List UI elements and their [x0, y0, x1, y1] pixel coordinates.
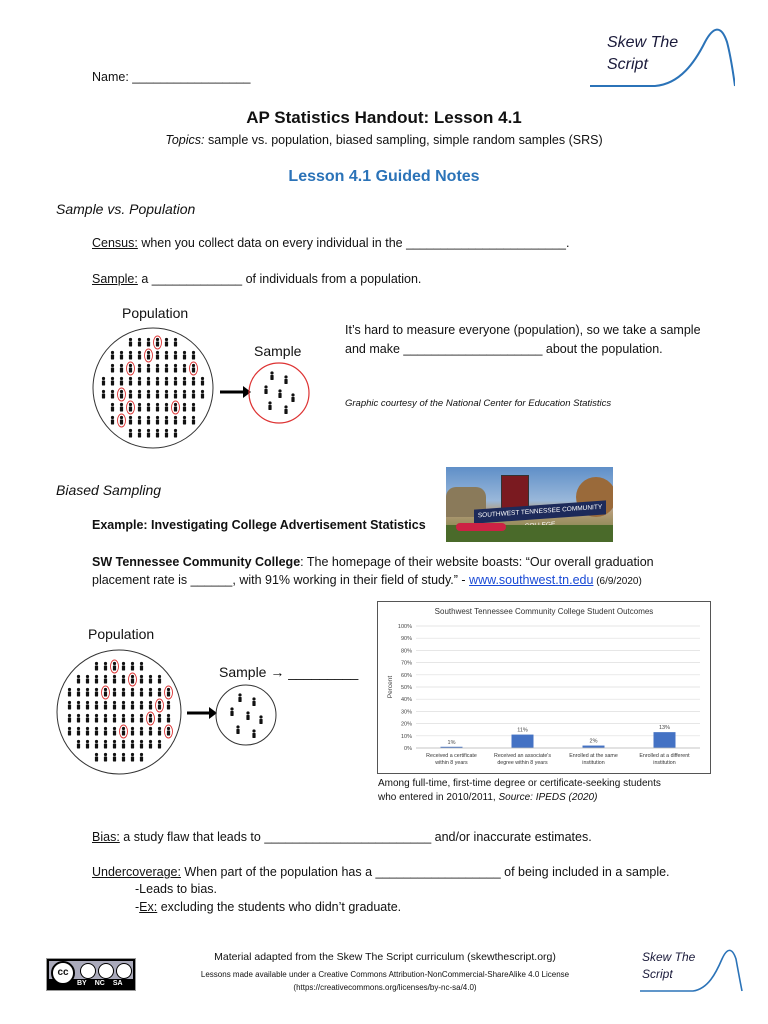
topics-label: Topics: — [165, 133, 205, 147]
chart-caption-source: Source: IPEDS (2020) — [498, 792, 598, 803]
chart-y-tick-label: 50% — [400, 685, 412, 691]
cc-label-nc: NC — [94, 980, 105, 987]
chart-y-tick-label: 10% — [400, 733, 412, 740]
logo-line2: Script — [607, 56, 648, 73]
census-definition — [92, 236, 569, 250]
chart-y-tick-label: 90% — [400, 636, 412, 643]
chart-category-label: Enrolled at a different — [639, 753, 690, 759]
bias-term: Bias: — [92, 830, 120, 844]
sample-text: a _____________ of individuals from a population. — [137, 272, 422, 286]
figure1-sample-label: Sample — [254, 343, 302, 359]
chart-category-label: degree within 8 years — [497, 760, 548, 766]
undercoverage-term: Undercoverage: — [92, 865, 181, 879]
college-claim-text1: : The homepage of their website boasts: “Our overall graduation — [300, 555, 654, 569]
sample-people-icons — [230, 693, 262, 738]
college-website-link[interactable]: www.southwest.tn.edu — [469, 573, 594, 587]
sharealike-icon — [116, 963, 132, 979]
college-name: SW Tennessee Community College — [92, 555, 301, 569]
chart-category-label: Received a certificate — [426, 753, 477, 759]
chart-y-tick-label: 60% — [400, 672, 412, 679]
topics-line — [0, 133, 768, 147]
chart-caption-line2: who entered in 2010/2011, — [378, 792, 499, 803]
claim-date: (6/9/2020) — [593, 576, 642, 587]
biased-sample-diagram — [54, 645, 294, 780]
census-text: when you collect data on every individual in the _______________________. — [137, 236, 570, 250]
population-people-icons — [68, 660, 173, 762]
skew-the-script-logo — [585, 22, 735, 92]
logo-line1: Skew The — [607, 34, 679, 51]
undercoverage-example: -Ex: excluding the students who didn’t graduate. — [135, 900, 402, 914]
cc-label-sa: SA — [112, 980, 123, 987]
chart-y-tick-label: 20% — [400, 721, 412, 728]
noncommercial-icon — [98, 963, 114, 979]
chart-category-label: within 8 years — [435, 760, 468, 766]
section-heading-sample-vs-population: Sample vs. Population — [56, 201, 196, 217]
page-title: AP Statistics Handout: Lesson 4.1 — [246, 108, 522, 127]
chart-bar — [512, 735, 534, 748]
undercoverage-definition — [92, 865, 670, 879]
figure1-population-label: Population — [122, 305, 189, 321]
sample-definition — [92, 272, 421, 286]
bias-text: a study flaw that leads to ________________________ and/or inaccurate estimates. — [119, 830, 592, 844]
college-sign-photo — [446, 467, 613, 542]
chart-bar — [654, 732, 676, 748]
outcomes-chart-frame — [377, 601, 711, 774]
undercoverage-bullet1: -Leads to bias. — [135, 882, 217, 896]
sign-text: SOUTHWEST TENNESSEE COMMUNITY — [474, 500, 606, 523]
name-line: Name: _________________ — [92, 70, 251, 84]
undercoverage-text: When part of the population has a __________________ of being included in a sample. — [180, 865, 670, 879]
chart-data-label: 13% — [658, 725, 671, 732]
graphic-credit: Graphic courtesy of the National Center for Education Statistics — [345, 398, 612, 409]
chart-caption — [378, 777, 661, 805]
chart-category-label: institution — [653, 760, 676, 766]
census-term: Census: — [92, 236, 138, 250]
population-people-icons — [102, 336, 204, 438]
population-sample-diagram — [88, 325, 328, 455]
sample-term: Sample: — [92, 272, 138, 286]
chart-y-tick-label: 0% — [404, 746, 412, 752]
chart-caption-line1: Among full-time, first-time degree or certificate-seeking students — [378, 778, 661, 789]
college-claim-text2: placement rate is ______, with 91% working in their field of study.” - — [92, 573, 470, 587]
chart-data-label: 11% — [517, 727, 528, 734]
chart-y-tick-label: 70% — [400, 660, 412, 667]
example-text: excluding the students who didn’t graduate. — [157, 900, 402, 914]
cc-license-badge — [46, 958, 136, 991]
chart-category-label: Received an associate's — [494, 753, 551, 759]
college-claim — [92, 553, 692, 591]
cc-label-by: BY — [77, 980, 87, 987]
guided-notes-title: Lesson 4.1 Guided Notes — [288, 168, 480, 185]
footer-line1: Material adapted from the Skew The Script curriculum (skewthescript.org) — [214, 951, 556, 963]
chart-data-label: 1% — [447, 739, 456, 746]
chart-category-label: Enrolled at the same — [569, 753, 618, 759]
chart-y-tick-label: 40% — [400, 697, 412, 704]
chart-y-tick-label: 30% — [400, 709, 412, 716]
chart-y-tick-label: 80% — [400, 648, 412, 655]
chart-category-label: institution — [582, 760, 605, 766]
sample-people-icons — [264, 371, 294, 414]
footer-line3: (https://creativecommons.org/licenses/by-nc-sa/4.0) — [293, 983, 477, 992]
example-heading: Example: Investigating College Advertisement Statistics — [92, 518, 426, 532]
footer-line2: Lessons made available under a Creative Commons Attribution-NonCommercial-ShareAlike 4.0 License — [200, 970, 570, 979]
topics-text: sample vs. population, biased sampling, simple random samples (SRS) — [204, 133, 603, 147]
figure2-sample-label: Sample → _________ — [219, 664, 359, 680]
attribution-icon — [80, 963, 96, 979]
chart-y-axis-label: Percent — [387, 675, 394, 699]
chart-data-label: 2% — [589, 738, 598, 745]
sample-explanation-line2: and make ____________________ about the population. — [345, 342, 663, 356]
example-label: Ex: — [139, 900, 158, 914]
cc-icon: cc — [51, 961, 75, 985]
figure2-population-label: Population — [88, 626, 155, 642]
bias-definition — [92, 830, 592, 844]
outcomes-bar-chart — [378, 602, 710, 773]
footer-logo-line2: Script — [642, 967, 673, 981]
chart-y-tick-label: 100% — [397, 624, 412, 630]
section-heading-biased-sampling: Biased Sampling — [56, 482, 162, 498]
sample-explanation — [345, 321, 701, 359]
footer-logo — [638, 945, 743, 995]
sample-explanation-line1: It’s hard to measure everyone (population), so we take a sample — [345, 323, 701, 337]
chart-title: Southwest Tennessee Community College Student Outcomes — [434, 607, 654, 616]
footer-logo-line1: Skew The — [642, 950, 696, 964]
